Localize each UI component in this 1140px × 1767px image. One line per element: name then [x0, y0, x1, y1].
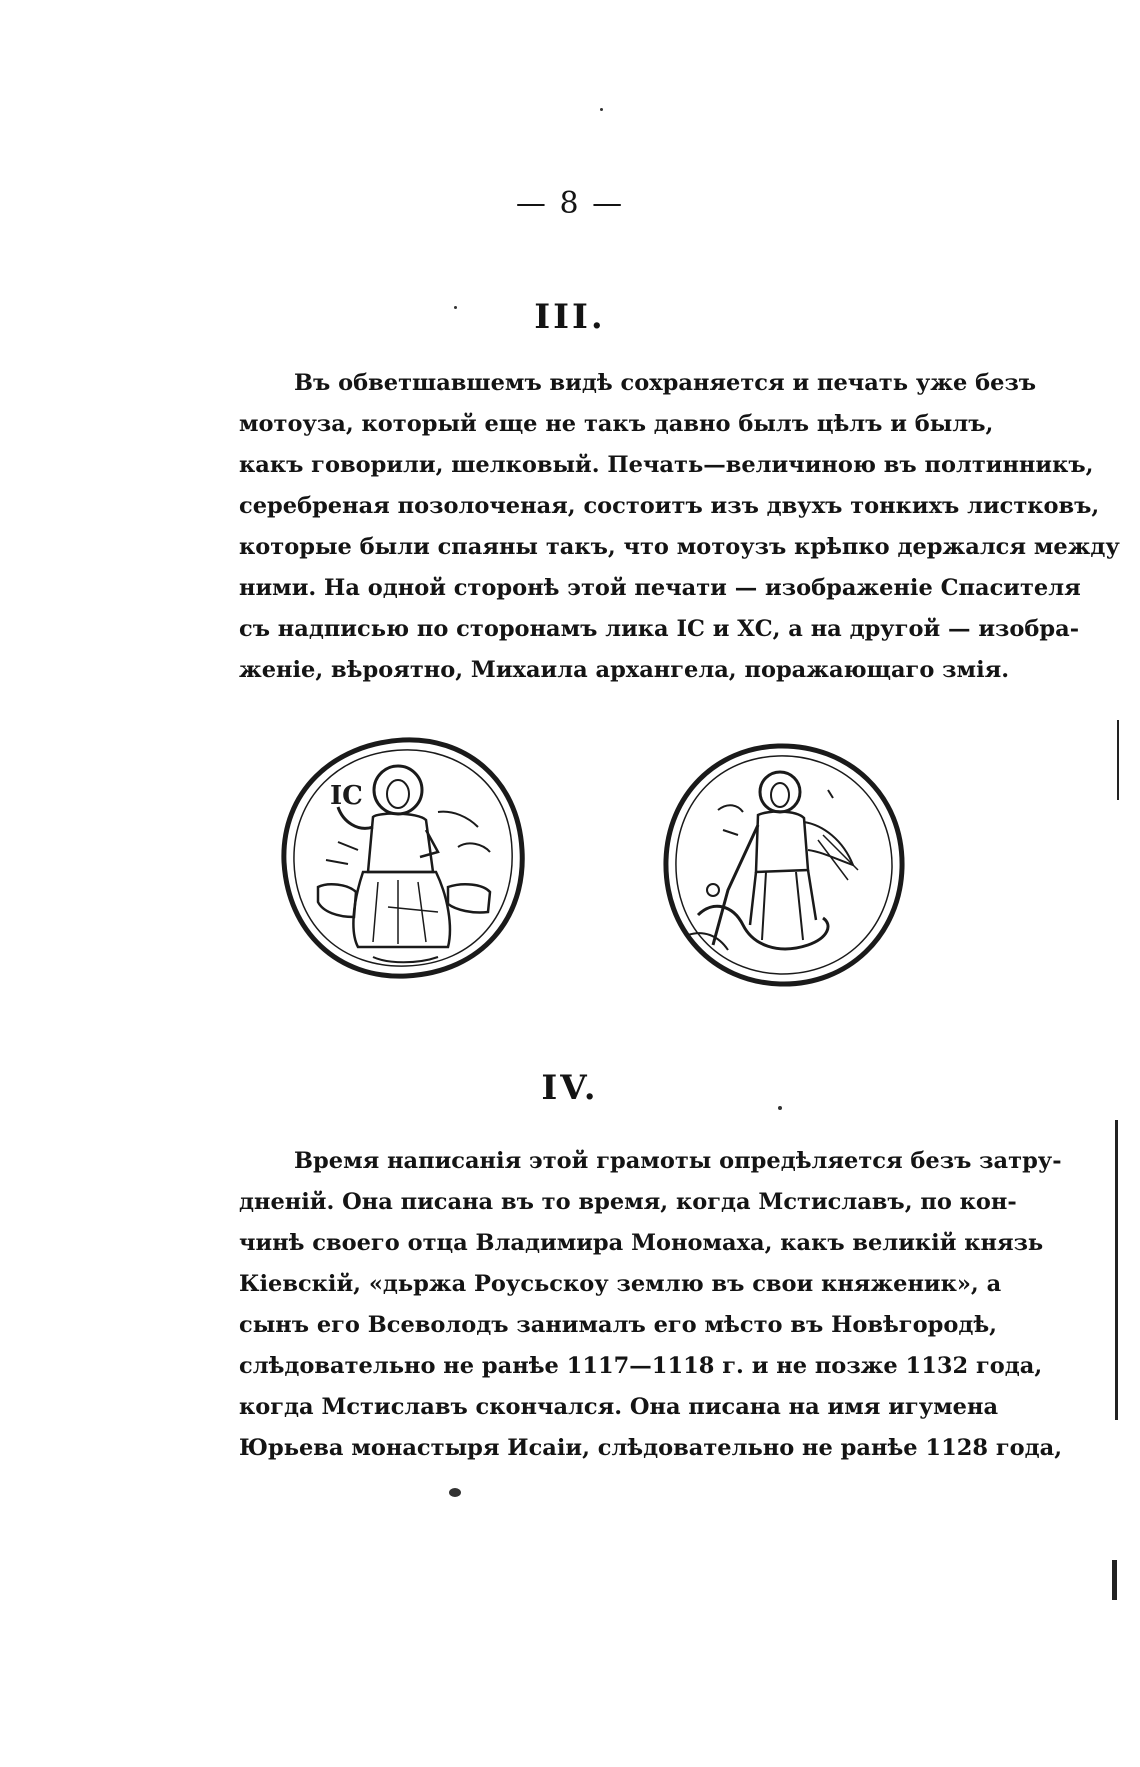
text-line: чинѣ своего отца Владимира Мономаха, какъ великій князь: [239, 1230, 1044, 1256]
text-line: женіе, вѣроятно, Михаила архангела, поражающаго змія.: [239, 657, 1010, 683]
section-heading-4: IV.: [541, 1068, 599, 1108]
text-line: серебреная позолоченая, состоитъ изъ двухъ тонкихъ листковъ,: [239, 493, 1100, 519]
text-line: мотоуза, который еще не такъ давно былъ цѣлъ и былъ,: [239, 411, 994, 437]
scan-edge-mark: [1112, 1560, 1117, 1600]
text-line: какъ говорили, шелковый. Печать—величиною въ полтинникъ,: [239, 452, 1094, 478]
text-line: дненій. Она писана въ то время, когда Мстиславъ, по кон-: [239, 1189, 1017, 1215]
text-line: Время написанія этой грамоты опредѣляется безъ затру-: [294, 1148, 1062, 1174]
paragraph-dating: [239, 1141, 1063, 1469]
archangel-michael-seal-icon: [658, 740, 908, 990]
christ-enthroned-seal-icon: [278, 732, 528, 982]
text-line: Въ обветшавшемъ видѣ сохраняется и печать уже безъ: [294, 370, 1037, 396]
scan-speck: [600, 108, 603, 111]
text-line: ними. На одной сторонѣ этой печати — изображеніе Спасителя: [239, 575, 1081, 601]
text-line: Кіевскій, «дьржа Роусьскоу землю въ свои княженик», а: [239, 1271, 1002, 1297]
scan-speck: [454, 306, 457, 309]
text-line: которые были спаяны такъ, что мотоузъ крѣпко держался между: [239, 534, 1120, 560]
text-line: съ надписью по сторонамъ лика ІС и ХС, а на другой — изобра-: [239, 616, 1080, 642]
section-heading-3: III.: [534, 297, 606, 337]
scan-speck: [778, 1106, 782, 1110]
scan-edge-mark: [1117, 720, 1119, 800]
paragraph-seal-description: [239, 363, 1120, 691]
text-line: сынъ его Всеволодъ занималъ его мѣсто въ Новѣгородѣ,: [239, 1312, 997, 1338]
text-line: слѣдовательно не ранѣе 1117—1118 г. и не позже 1132 года,: [239, 1353, 1043, 1379]
text-line: Юрьева монастыря Исаіи, слѣдовательно не ранѣе 1128 года,: [239, 1435, 1063, 1461]
scan-edge-mark: [1115, 1120, 1118, 1420]
page-number: — 8 —: [515, 186, 625, 221]
scan-speck: [449, 1488, 461, 1497]
seal-inscription-ic: IC: [330, 781, 363, 811]
text-line: когда Мстиславъ скончался. Она писана на имя игумена: [239, 1394, 999, 1420]
